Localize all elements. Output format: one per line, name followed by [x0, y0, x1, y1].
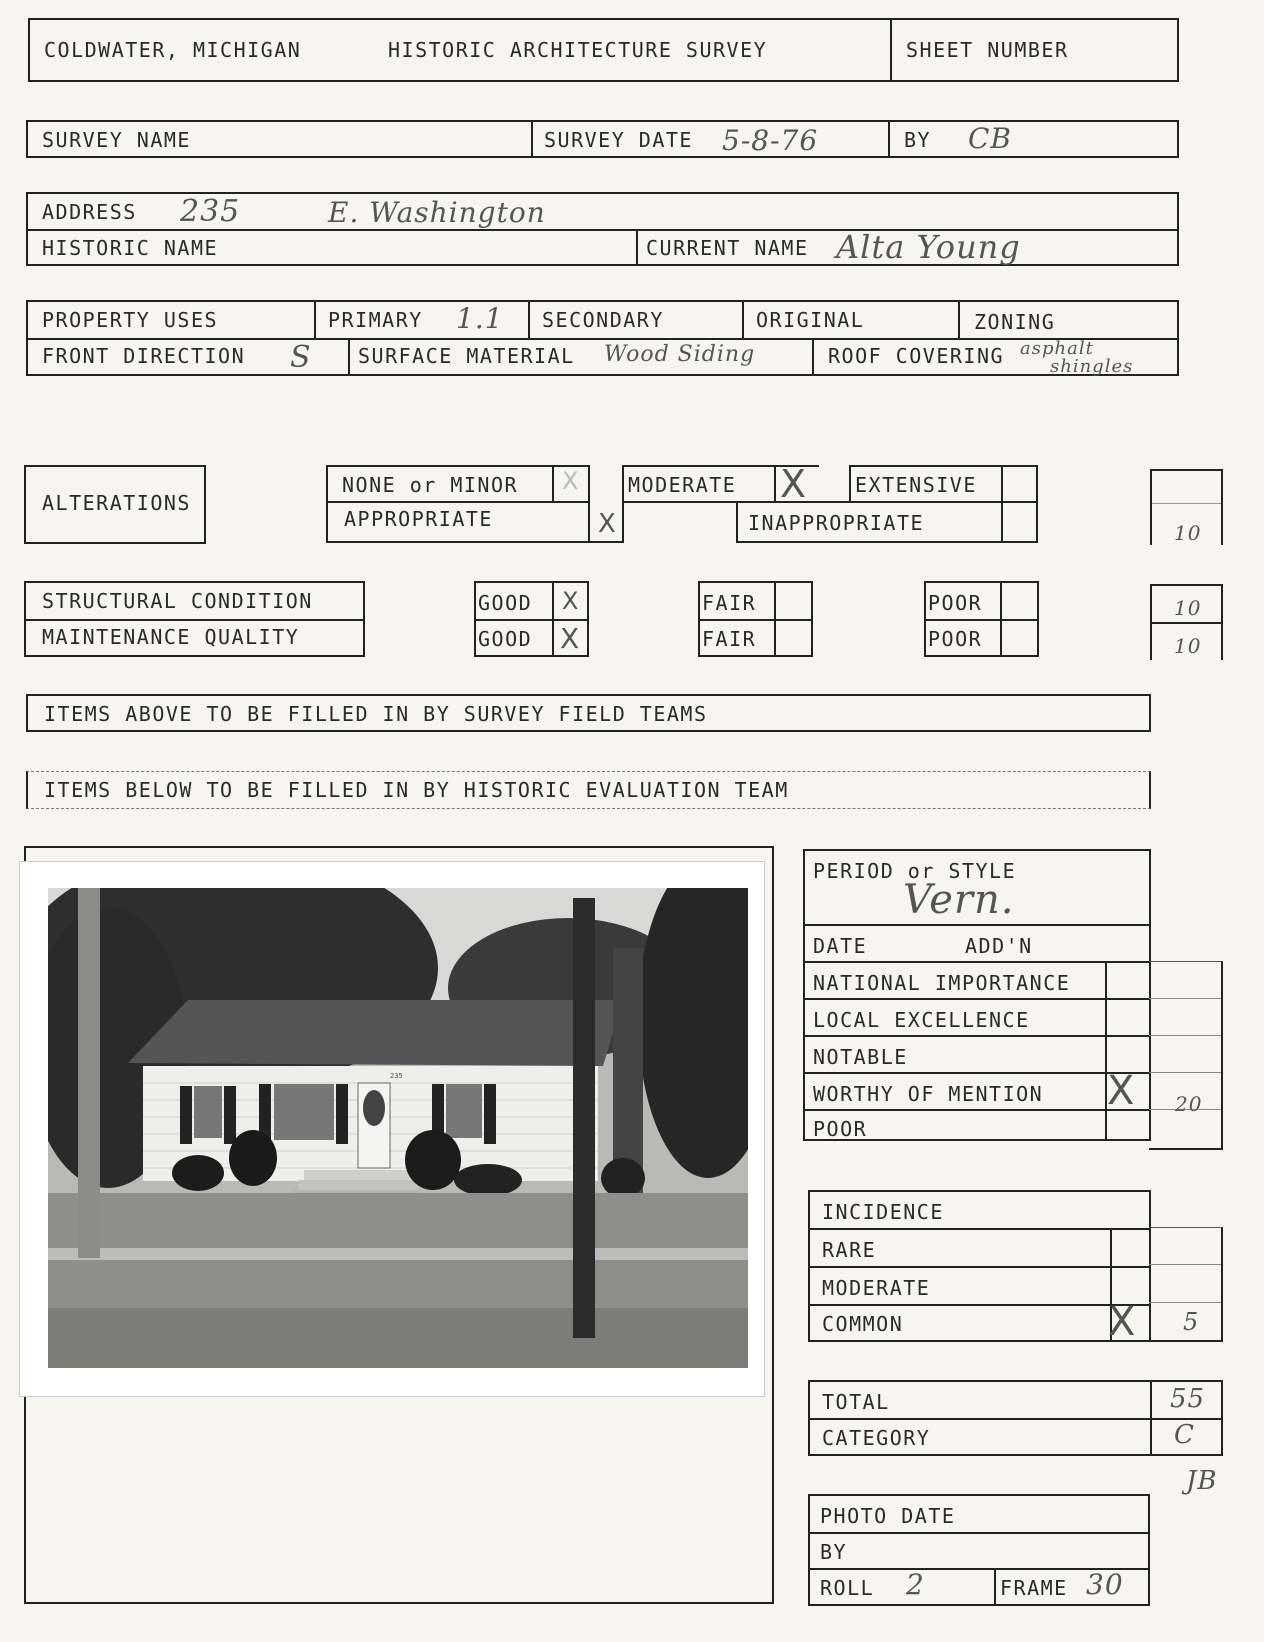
survey-title: HISTORIC ARCHITECTURE SURVEY — [388, 38, 768, 62]
frame-label: FRAME — [1000, 1576, 1068, 1600]
current-name-value: Alta Young — [836, 228, 1021, 266]
total-label: TOTAL — [822, 1390, 890, 1414]
extensive-cell — [849, 465, 1038, 503]
photo-info-box — [808, 1494, 1150, 1606]
common-score: 5 — [1183, 1308, 1200, 1336]
alterations-score: 10 — [1174, 521, 1202, 545]
none-minor-mark: X — [562, 467, 579, 495]
appropriate-label: APPROPRIATE — [344, 507, 493, 531]
alterations-label-box — [24, 465, 206, 544]
maintenance-score: 10 — [1174, 634, 1202, 658]
incidence-box — [808, 1190, 1151, 1345]
photo-by-label: BY — [820, 1540, 848, 1564]
category-value: C — [1174, 1420, 1195, 1450]
structural-good-mark: X — [562, 587, 579, 615]
evaluation-poor-label: POOR — [813, 1117, 868, 1141]
period-value: Vern. — [903, 877, 1015, 923]
totals-box — [808, 1380, 1223, 1456]
condition-label-box — [24, 581, 365, 657]
surface-material-value: Wood Siding — [604, 342, 756, 367]
zoning-label: ZONING — [974, 310, 1056, 334]
front-direction-value: S — [290, 340, 312, 375]
address-box — [26, 192, 1179, 266]
poor-label-2: POOR — [928, 627, 983, 651]
survey-date-value: 5-8-76 — [722, 124, 819, 157]
none-minor-label: NONE or MINOR — [342, 473, 519, 497]
photo-card — [20, 862, 764, 1396]
appropriate-mark: X — [598, 509, 616, 539]
front-direction-label: FRONT DIRECTION — [42, 344, 246, 368]
evaluation-box — [803, 849, 1151, 1141]
sheet-number-label: SHEET NUMBER — [906, 38, 1069, 62]
fair-label-1: FAIR — [702, 591, 757, 615]
common-mark: X — [1108, 1299, 1136, 1345]
survey-date-label: SURVEY DATE — [544, 128, 693, 152]
good-label-2: GOOD — [478, 627, 533, 651]
common-label: COMMON — [822, 1312, 904, 1336]
current-name-label: CURRENT NAME — [646, 236, 809, 260]
address-number: 235 — [180, 194, 241, 229]
note-above-box — [26, 694, 1151, 732]
note-below: ITEMS BELOW TO BE FILLED IN BY HISTORIC EVALUATION TEAM — [44, 778, 789, 802]
incidence-label: INCIDENCE — [822, 1200, 944, 1224]
appropriate-cell — [326, 501, 624, 543]
total-value: 55 — [1170, 1384, 1206, 1414]
alterations-score-box — [1150, 469, 1223, 545]
moderate-cell — [622, 462, 819, 506]
house-photo — [48, 888, 748, 1368]
poor-column — [924, 581, 1039, 657]
inappropriate-cell — [736, 501, 1038, 543]
notable-label: NOTABLE — [813, 1045, 908, 1069]
photo-date-label: PHOTO DATE — [820, 1504, 956, 1528]
national-importance-label: NATIONAL IMPORTANCE — [813, 971, 1071, 995]
header-box — [28, 18, 1179, 82]
worthy-label: WORTHY OF MENTION — [813, 1082, 1044, 1106]
fair-column — [698, 581, 813, 657]
inappropriate-label: INAPPROPRIATE — [748, 511, 925, 535]
survey-name-label: SURVEY NAME — [42, 128, 191, 152]
note-below-box — [26, 771, 1151, 809]
house-number: 235 — [390, 1072, 403, 1080]
primary-label: PRIMARY — [328, 308, 423, 332]
evaluation-score-box — [1149, 961, 1223, 1150]
surface-material-label: SURFACE MATERIAL — [358, 344, 575, 368]
none-minor-cell — [326, 465, 590, 503]
historic-name-label: HISTORIC NAME — [42, 236, 219, 260]
property-uses-label: PROPERTY USES — [42, 308, 219, 332]
worthy-mark: X — [1107, 1068, 1135, 1114]
date-label: DATE — [813, 934, 868, 958]
roof-covering-value-1: asphalt — [1020, 338, 1094, 359]
address-street: E. Washington — [328, 196, 546, 229]
maintenance-good-mark: X — [560, 622, 580, 655]
moderate-label: MODERATE — [628, 473, 737, 497]
incidence-moderate-label: MODERATE — [822, 1276, 931, 1300]
alterations-label: ALTERATIONS — [42, 491, 191, 515]
worthy-score: 20 — [1175, 1092, 1203, 1116]
survey-row — [26, 120, 1179, 158]
period-label: PERIOD or STYLE — [813, 859, 1017, 883]
rare-label: RARE — [822, 1238, 877, 1262]
city-label: COLDWATER, MICHIGAN — [44, 38, 302, 62]
extensive-label: EXTENSIVE — [855, 473, 977, 497]
poor-label-1: POOR — [928, 591, 983, 615]
address-label: ADDRESS — [42, 200, 137, 224]
primary-value: 1.1 — [456, 302, 504, 335]
structural-condition-label: STRUCTURAL CONDITION — [42, 589, 313, 613]
roof-covering-value-2: shingles — [1050, 356, 1134, 377]
roll-label: ROLL — [820, 1576, 875, 1600]
moderate-mark: X — [780, 462, 807, 506]
good-column — [474, 581, 589, 657]
survey-by-label: BY — [904, 128, 932, 152]
roll-value: 2 — [906, 1568, 925, 1601]
evaluator-initials: JB — [1186, 1466, 1218, 1496]
condition-score-box — [1150, 584, 1223, 660]
note-above: ITEMS ABOVE TO BE FILLED IN BY SURVEY FIELD TEAMS — [44, 702, 708, 726]
original-label: ORIGINAL — [756, 308, 865, 332]
survey-by-value: CB — [968, 122, 1012, 155]
secondary-label: SECONDARY — [542, 308, 664, 332]
local-excellence-label: LOCAL EXCELLENCE — [813, 1008, 1030, 1032]
roof-covering-label: ROOF COVERING — [828, 344, 1005, 368]
fair-label-2: FAIR — [702, 627, 757, 651]
property-box — [26, 300, 1179, 376]
structural-score: 10 — [1174, 596, 1202, 620]
incidence-score-box — [1149, 1227, 1223, 1342]
maintenance-quality-label: MAINTENANCE QUALITY — [42, 625, 300, 649]
category-label: CATEGORY — [822, 1426, 931, 1450]
frame-value: 30 — [1086, 1568, 1124, 1601]
addn-label: ADD'N — [965, 934, 1033, 958]
good-label-1: GOOD — [478, 591, 533, 615]
